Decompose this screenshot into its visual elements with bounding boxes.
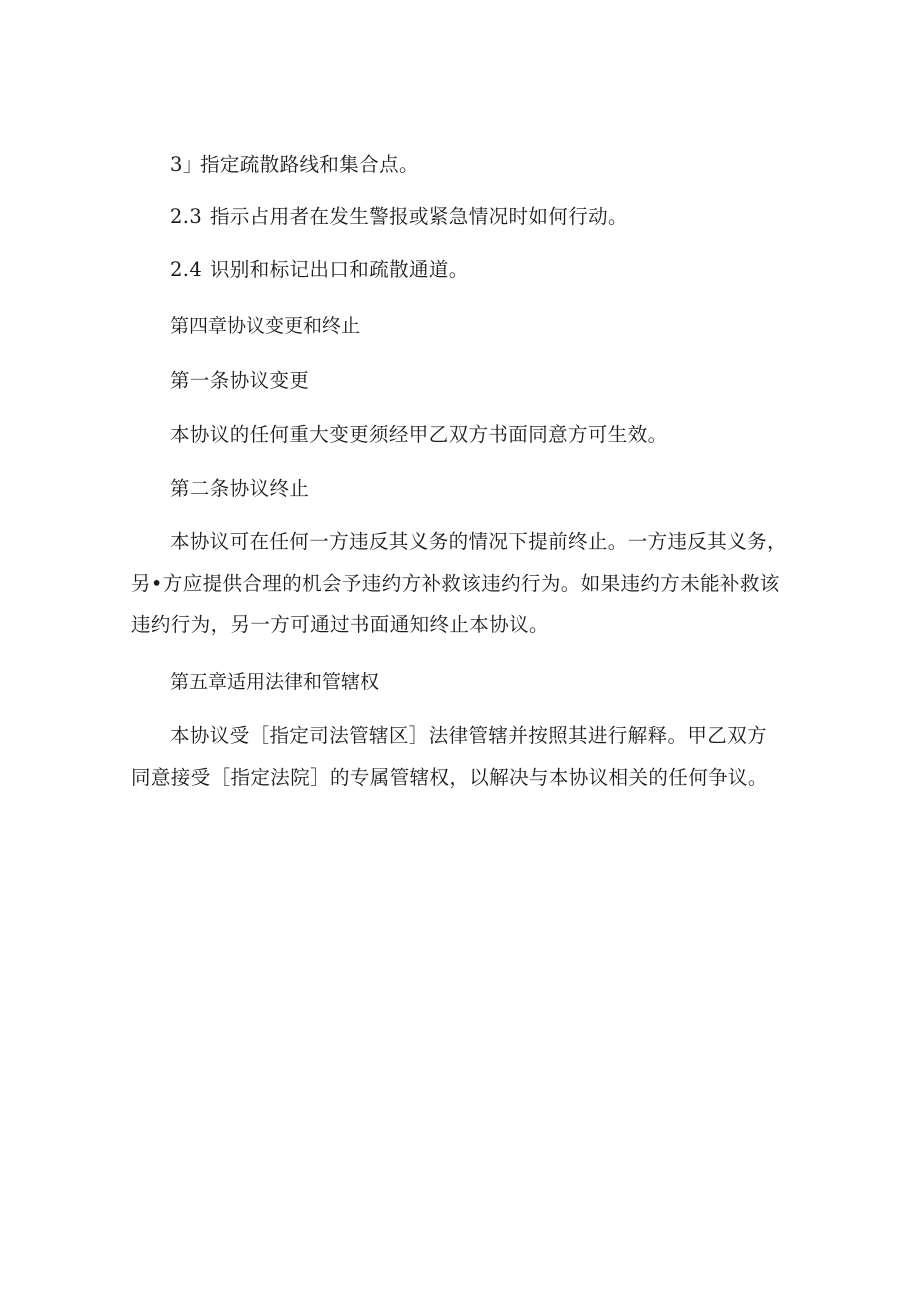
chapter-5-title: 第五章适用法律和管辖权	[170, 671, 380, 693]
article-2-body-line-3: 违约行为，另一方可通过书面通知终止本协议。	[131, 613, 549, 636]
list-item-number: 3」	[170, 153, 203, 176]
article-1-body: 本协议的任何重大变更须经甲乙双方书面同意方可生效。	[170, 423, 668, 446]
list-item	[170, 152, 419, 178]
list-item-number: 2.3	[170, 205, 203, 228]
list-item	[170, 257, 469, 283]
article-2-title: 第二条协议终止	[170, 477, 310, 500]
article-2-body-line-1: 本协议可在任何一方违反其义务的情况下提前终止。一方违反其义务，	[170, 530, 787, 553]
list-item	[170, 204, 628, 230]
list-item-text: 指示占用者在发生警报或紧急情况时如何行动。	[210, 205, 628, 228]
list-item-text: 指定疏散路线和集合点。	[200, 153, 419, 176]
chapter-5-body-line-2: 同意接受［指定法院］的专属管辖权，以解决与本协议相关的任何争议。	[131, 766, 768, 789]
chapter-5-body-line-1: 本协议受［指定司法管辖区］法律管辖并按照其进行解释。甲乙双方	[170, 724, 768, 747]
list-item-number: 2.4	[170, 258, 203, 281]
article-2-body-line-2: 另•方应提供合理的机会予违约方补救该违约行为。如果违约方未能补救该	[131, 572, 780, 595]
chapter-4-title: 第四章协议变更和终止	[170, 315, 361, 337]
list-item-text: 识别和标记出口和疏散通道。	[210, 258, 469, 281]
article-1-title: 第一条协议变更	[170, 369, 310, 392]
